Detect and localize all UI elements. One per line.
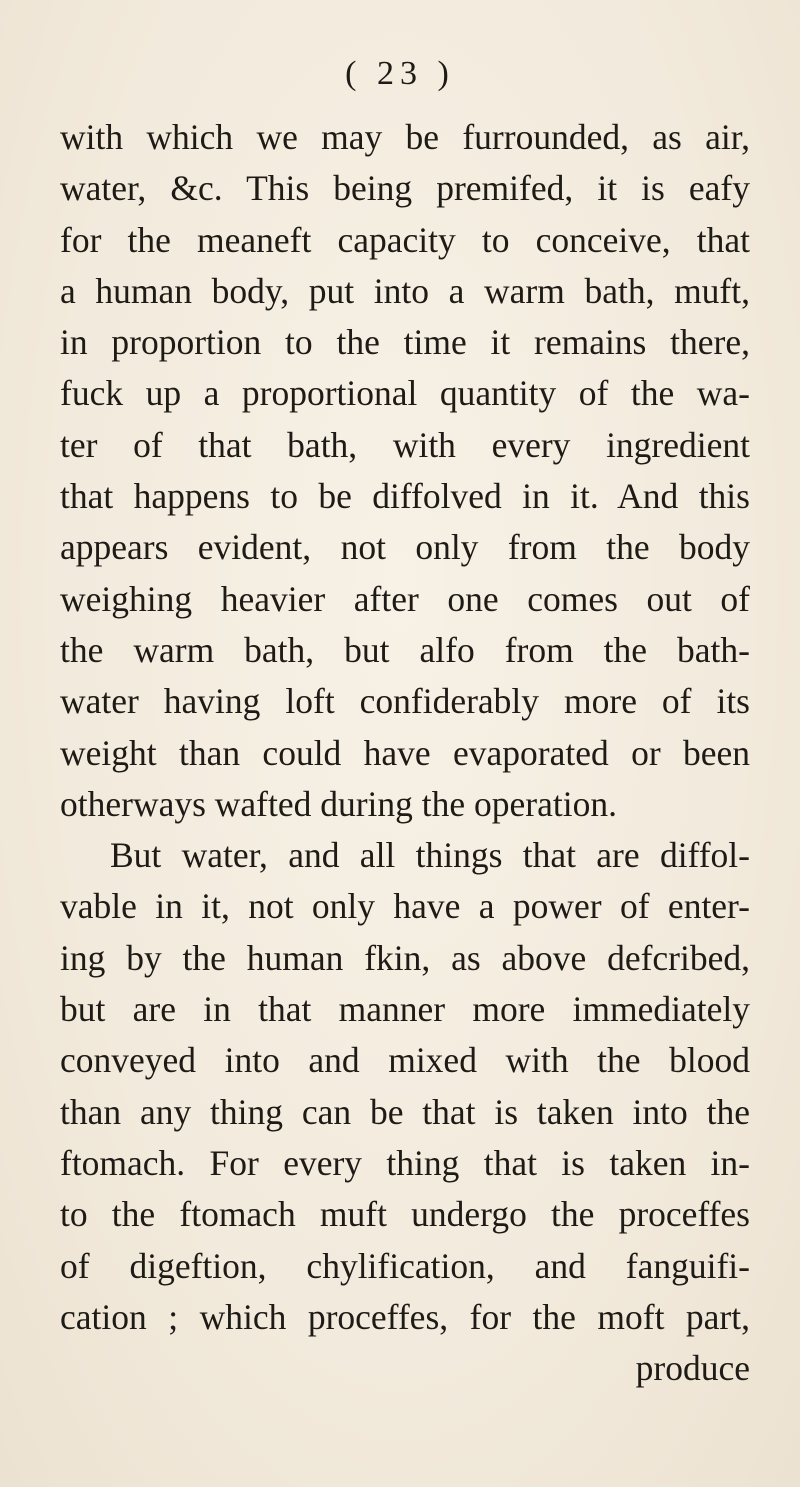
text-line: cation ; which proceffes, for the moft part,: [60, 1296, 750, 1337]
text-line: ing by the human fkin, as above defcribed,: [60, 937, 750, 978]
text-line: water having loft confiderably more of its: [60, 681, 750, 722]
text-line: conveyed into and mixed with the blood: [60, 1040, 750, 1081]
text-line: than any thing can be that is taken into the: [60, 1091, 750, 1132]
text-line: weighing heavier after one comes out of: [60, 578, 750, 619]
text-line: to the ftomach muft undergo the proceffes: [60, 1194, 750, 1235]
text-line: the warm bath, but alfo from the bath-: [60, 629, 750, 670]
text-line: ter of that bath, with every ingredient: [60, 424, 750, 465]
page-number: ( 23 ): [345, 55, 455, 92]
text-line: fuck up a proportional quantity of the wa-: [60, 373, 750, 414]
text-line: water, &c. This being premifed, it is eafy: [60, 168, 750, 209]
text-line: otherways wafted during the operation.: [60, 783, 617, 824]
text-line: for the meaneft capacity to conceive, that: [60, 219, 750, 260]
text-line: ftomach. For every thing that is taken in-: [60, 1142, 750, 1183]
text-line: but are in that manner more immediately: [60, 989, 750, 1030]
text-line: But water, and all things that are diffol-: [110, 835, 750, 876]
text-line: a human body, put into a warm bath, muft,: [60, 270, 750, 311]
text-line: with which we may be furrounded, as air,: [60, 117, 750, 157]
text-line: that happens to be diffolved in it. And this: [60, 476, 750, 517]
text-line: in proportion to the time it remains there,: [60, 322, 750, 363]
text-line: of digeftion, chylification, and fanguifi-: [60, 1245, 750, 1286]
text-line: appears evident, not only from the body: [60, 527, 750, 568]
catchword: produce: [635, 1348, 750, 1389]
text-line: vable in it, not only have a power of enter-: [60, 886, 750, 927]
body-text: [60, 112, 750, 1394]
text-line: weight than could have evaporated or been: [60, 732, 750, 773]
